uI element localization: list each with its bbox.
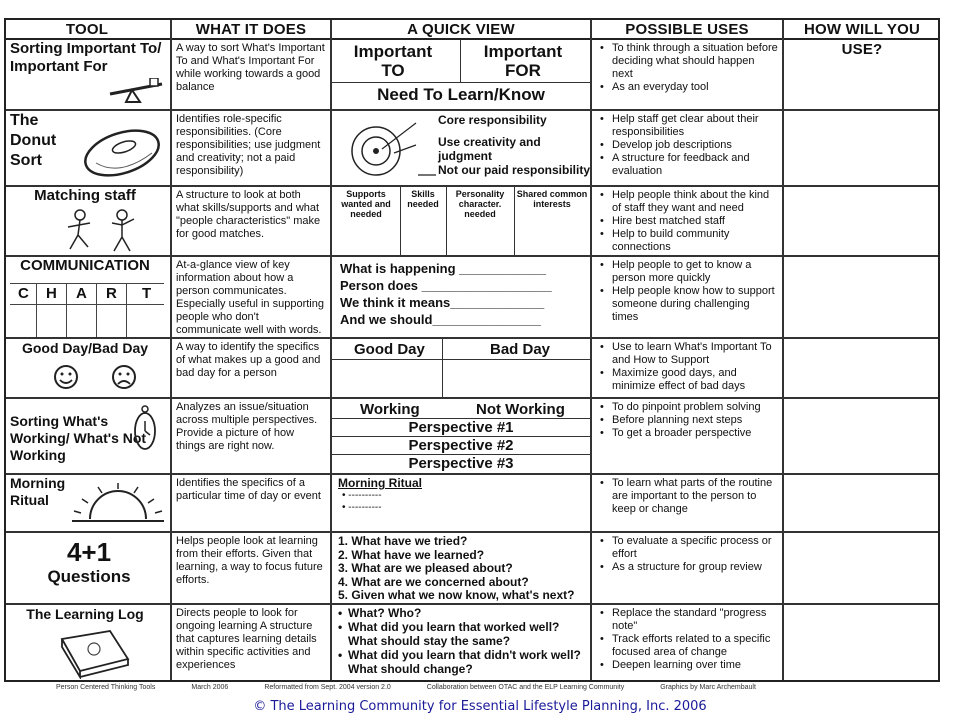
tool-title: Sorting Important To/ Important For (10, 40, 162, 75)
possible-uses (592, 257, 782, 337)
use-item: • Track efforts related to a specific focused area of change (598, 633, 778, 659)
important-to-label: Important TO (353, 42, 433, 80)
tool-matching-staff (10, 187, 168, 255)
use-item: • Help staff get clear about their responsibilities (598, 113, 778, 139)
smiley-frown-icon (46, 363, 146, 393)
possible-uses (592, 399, 782, 473)
question-item: 2. What have we learned? (338, 547, 485, 562)
tool-communication (10, 257, 168, 337)
need-to-learn-label: Need To Learn/Know (377, 85, 545, 104)
what-it-does: Identifies the specifics of a particular time of day or event (176, 477, 321, 502)
question-item: 4. What are we concerned about? (338, 574, 529, 589)
use-item: • To think through a situation before deciding what should happen next (598, 42, 778, 81)
tool-title: Sorting What's Working/ What's Not Working (10, 413, 147, 463)
tool-title: Morning Ritual (10, 475, 66, 508)
quick-view-questions (332, 533, 590, 603)
header-how-will-you-use: HOW WILL YOU USE? (803, 21, 920, 58)
what-it-does: Identifies role-specific responsibilities. (Core responsibilities; use judgment and creativity; not a paid responsibility) (176, 113, 321, 177)
tool-4plus1-questions (10, 533, 168, 603)
donut-judgment-label: Use creativity and judgment (438, 135, 541, 163)
tool-good-day-bad-day (10, 339, 168, 397)
possible-uses (592, 111, 782, 185)
tool-title: The Donut Sort (10, 112, 57, 169)
morning-item: • ---------- (342, 502, 382, 513)
quick-view-log (332, 605, 590, 682)
use-item: • Before planning next steps (598, 414, 778, 427)
what-it-does: A structure to look at both what skills/supports and what "people characteristics" make for good matches. (176, 189, 321, 240)
use-item: • Help to build community connections (598, 228, 778, 254)
quick-view-communication (332, 257, 590, 337)
perspective-2: Perspective #2 (408, 437, 514, 454)
tool-title: The Learning Log (26, 606, 144, 622)
target-arrows (370, 115, 440, 185)
use-item: • Hire best matched staff (598, 215, 778, 228)
comm-line: We think it means_____________ (340, 295, 545, 310)
quick-view-morning (332, 475, 590, 531)
chart-grid (10, 283, 164, 337)
use-item: • Replace the standard "progress note" (598, 607, 778, 633)
use-item: • To evaluate a specific process or effort (598, 535, 778, 561)
match-col-interests: Shared common interests (516, 189, 588, 209)
question-item: 1. What have we tried? (338, 534, 468, 548)
chart-letter: A (76, 285, 87, 302)
question-item: 3. What are we pleased about? (338, 561, 513, 576)
tool-title: COMMUNICATION (20, 257, 150, 274)
use-item: • Help people to get to know a person more quickly (598, 259, 778, 285)
what-it-does: A way to sort What's Important To and What's Important For while working towards a good balance (176, 42, 325, 93)
match-col-skills: Skills needed (407, 189, 439, 209)
tool-sorting-important (10, 40, 168, 108)
use-item: • Maximize good days, and minimize effect of bad days (598, 367, 778, 393)
use-item: • A structure for feedback and evaluation (598, 152, 778, 178)
split-line (442, 339, 443, 397)
use-item: • To learn what parts of the routine are important to the person to keep or change (598, 477, 778, 516)
use-item: • As an everyday tool (598, 81, 778, 94)
book-icon (54, 625, 134, 679)
possible-uses (592, 40, 782, 108)
use-item: • To do pinpoint problem solving (598, 401, 778, 414)
tool-title: Matching staff (34, 187, 136, 204)
what-it-does: A way to identify the specifics of what makes up a good and bad day for a person (176, 341, 321, 379)
seesaw-icon (106, 78, 166, 104)
good-day-label: Good Day (354, 341, 425, 358)
split-line (514, 187, 515, 255)
footer-credits (56, 684, 936, 691)
not-working-label: Not Working (476, 401, 565, 418)
comm-line: And we should_______________ (340, 312, 541, 327)
donut-core-label: Core responsibility (438, 113, 547, 127)
tool-title: Good Day/Bad Day (21, 340, 149, 356)
use-item: • Use to learn What's Important To and How to Support (598, 341, 778, 367)
chart-letter: R (106, 285, 117, 302)
people-icon (60, 207, 150, 255)
working-label: Working (360, 401, 420, 418)
what-it-does: Helps people look at learning from their efforts. Given that learning, a way to focus future efforts. (176, 535, 323, 586)
perspective-1: Perspective #1 (408, 419, 514, 436)
use-item: • As a structure for group review (598, 561, 778, 574)
possible-uses (592, 533, 782, 603)
tool-working-not-working (10, 399, 168, 473)
perspective-3: Perspective #3 (408, 455, 514, 472)
footer-item: March 2006 (191, 684, 229, 691)
footer-item: Graphics by Marc Archembault (660, 684, 756, 691)
header-what-it-does: WHAT IT DOES (195, 21, 307, 38)
match-col-personality: Personality character. needed (455, 189, 505, 219)
tool-learning-log (10, 605, 168, 682)
chart-letter: H (46, 285, 57, 302)
column-divider (782, 20, 784, 680)
header-possible-uses: POSSIBLE USES (625, 21, 749, 38)
footer-item: Reformatted from Sept. 2004 version 2.0 (264, 684, 391, 691)
use-item: • To get a broader perspective (598, 427, 778, 440)
quick-view-working (332, 399, 590, 473)
tool-morning-ritual (10, 475, 168, 531)
copyright-notice: © The Learning Community for Essential Lifestyle Planning, Inc. 2006 (253, 699, 707, 714)
footer-item: Person Centered Thinking Tools (56, 684, 156, 691)
split-line (332, 82, 590, 83)
split-line (400, 187, 401, 255)
comm-line: Person does __________________ (340, 278, 552, 293)
header-quick-view: A QUICK VIEW (407, 21, 515, 38)
morning-item: • ---------- (342, 490, 382, 501)
comm-line: What is happening ____________ (340, 261, 546, 276)
morning-title: Morning Ritual (338, 476, 422, 490)
log-item: • What did you learn that didn't work well? What should change? (338, 648, 581, 676)
tool-title-sub: Questions (47, 567, 131, 586)
possible-uses (592, 475, 782, 531)
use-item: • Develop job descriptions (598, 139, 778, 152)
what-it-does: Analyzes an issue/situation across multiple perspectives. Provide a picture of how things are right now. (176, 401, 318, 452)
match-col-supports: Supports wanted and needed (341, 189, 391, 219)
quick-view-important (332, 40, 590, 108)
use-item: • Deepen learning over time (598, 659, 778, 672)
possible-uses (592, 605, 782, 682)
chart-letter: C (18, 285, 29, 302)
quick-view-donut (332, 111, 590, 185)
possible-uses (592, 339, 782, 397)
header-tool: TOOL (65, 21, 109, 38)
chart-letter: T (142, 285, 152, 302)
use-item: • Help people think about the kind of staff they want and need (598, 189, 778, 215)
split-line (446, 187, 447, 255)
quick-view-good-bad (332, 339, 590, 397)
split-line (332, 359, 590, 360)
donut-not-paid-label: Not our paid responsibility (438, 163, 590, 177)
use-item: • Help people know how to support someone during challenging times (598, 285, 778, 324)
important-for-label: Important FOR (483, 42, 563, 80)
quick-view-matching (332, 187, 590, 255)
split-line (460, 40, 461, 82)
tools-table (4, 18, 940, 682)
question-item: 5. Given what we now know, what's next? (338, 588, 575, 603)
footer-item: Collaboration between OTAC and the ELP Learning Community (426, 684, 625, 691)
log-item: • What did you learn that worked well? What should stay the same? (338, 620, 560, 648)
donut-icon (80, 123, 164, 179)
log-item: • What? Who? (338, 606, 422, 620)
sunrise-icon (68, 479, 168, 529)
tool-donut-sort (10, 111, 168, 185)
tool-title-big: 4+1 (66, 537, 112, 567)
what-it-does: At-a-glance view of key information about how a person communicates. Especially useful in supporting people who don't communicate well with words. (176, 259, 324, 336)
clock-icon (130, 403, 160, 453)
what-it-does: Directs people to look for ongoing learning A structure that captures learning details within specific activities and experiences (176, 607, 317, 671)
bad-day-label: Bad Day (490, 341, 551, 358)
possible-uses (592, 187, 782, 255)
